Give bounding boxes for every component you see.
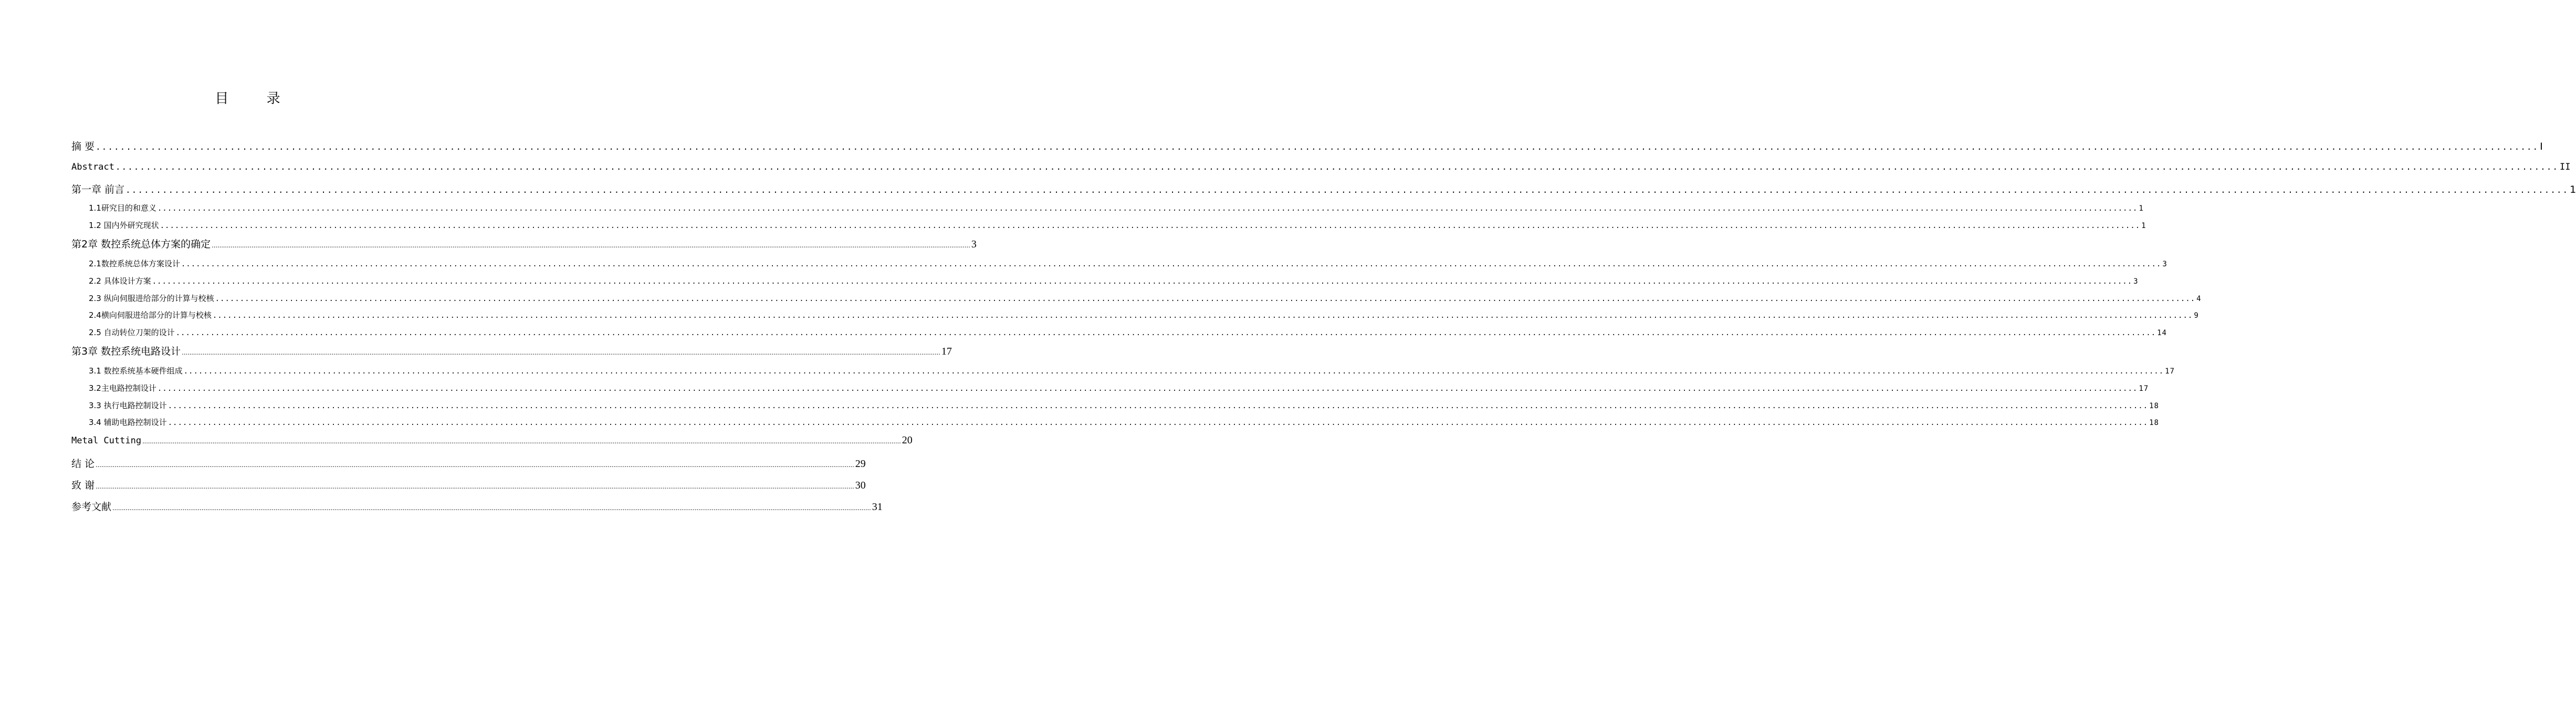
dot-leader: ................................................................................................................................................................................................................................................................................................................................................................................................................ [183,367,2164,376]
dot-leader: ................................................................................................................................................................................................................................................................................................................................................................................................................ [157,204,2138,213]
dot-leader: ................................................................................................................................................................................................................................................................................................................................................................................................................ [181,260,2162,268]
dot-leader: ................................................................................................................................................................................................................................................................................................................................................................................................................ [115,162,2559,172]
toc-entry-page: 1 [2570,184,2576,195]
toc-entry-page: 9 [2194,312,2199,320]
toc-entry-page: 29 [855,458,866,470]
toc-entry-label: 参考文献 [71,501,112,513]
toc-entry-label: 致 谢 [71,480,95,491]
toc-entry[interactable] [71,456,866,470]
dot-leader: ................................................................................................................................................................................................................................................................................................................................................................................................................ [212,312,2193,320]
toc-entry[interactable] [71,275,2139,286]
toc-entry[interactable] [71,400,2159,411]
toc-entry-page: 4 [2196,295,2202,303]
toc-entry[interactable] [71,365,2175,376]
toc-entry-label: 第2章 数控系统总体方案的确定 [71,238,211,250]
toc-entry[interactable] [71,434,913,447]
toc-entry-page: 1 [2139,204,2144,213]
toc-entry-page: 18 [2149,402,2159,410]
toc-entry[interactable] [71,344,952,358]
toc-entry-page: 20 [902,434,913,446]
dot-leader: ................................................................................................................................................................................................................................................................................................................................................................................................................ [112,504,871,512]
toc-entry-label: 2.1数控系统总体方案设计 [89,259,180,268]
toc-entry-label: 2.5 自动转位刀架的设计 [89,328,175,337]
toc-entry[interactable] [71,293,2202,304]
toc-entry-page: 3 [971,238,977,250]
toc-entry-label: 1.2 国内外研究现状 [89,221,159,230]
toc-entry[interactable] [71,236,977,251]
toc-entry-label: 第一章 前言 [71,184,125,195]
toc-entry[interactable] [71,382,2149,393]
dot-leader: ................................................................................................................................................................................................................................................................................................................................................................................................................ [167,419,2149,427]
toc-entry-page: I [2540,141,2543,152]
toc-entry-label: 3.1 数控系统基本硬件组成 [89,366,183,376]
toc-entry-label: Metal Cutting [71,435,142,446]
toc-entry[interactable] [71,477,866,492]
dot-leader: ................................................................................................................................................................................................................................................................................................................................................................................................................ [96,142,2539,152]
toc-entry-page: 18 [2149,419,2159,427]
toc-entry-label: 3.3 执行电路控制设计 [89,401,167,410]
toc-entry-page: 31 [872,501,883,513]
toc-entry-page: 3 [2133,277,2139,286]
toc-entry-page: 30 [855,480,866,491]
toc-entry-page: 1 [2141,222,2146,230]
dot-leader: ................................................................................................................................................................................................................................................................................................................................................................................................................ [212,241,970,249]
toc-entry[interactable] [71,327,2167,338]
toc-entry[interactable] [71,499,883,513]
dot-leader: ................................................................................................................................................................................................................................................................................................................................................................................................................ [142,437,901,445]
dot-leader: ................................................................................................................................................................................................................................................................................................................................................................................................................ [175,329,2156,337]
dot-leader: ................................................................................................................................................................................................................................................................................................................................................................................................................ [157,385,2138,393]
toc-entry-page: II [2560,162,2571,172]
toc-entry-label: 2.3 纵向伺服进给部分的计算与校核 [89,294,214,303]
dot-leader: ................................................................................................................................................................................................................................................................................................................................................................................................................ [152,277,2133,286]
toc-entry[interactable] [71,258,2167,269]
toc-entry-page: 14 [2157,329,2167,337]
dot-leader: ................................................................................................................................................................................................................................................................................................................................................................................................................ [167,402,2149,410]
toc-entry-label: 摘 要 [71,141,95,152]
dot-leader: ................................................................................................................................................................................................................................................................................................................................................................................................................ [160,222,2141,230]
toc-entry[interactable] [71,182,2576,196]
toc-entry-page: 17 [941,346,952,357]
toc-entry-label: 1.1研究目的和意义 [89,203,156,213]
toc-entry-label: 3.4 辅助电路控制设计 [89,418,167,427]
toc-entry-label: Abstract [71,162,114,172]
toc-entry-label: 第3章 数控系统电路设计 [71,346,181,357]
toc-entry-page: 3 [2162,260,2167,268]
dot-leader: ................................................................................................................................................................................................................................................................................................................................................................................................................ [125,185,2569,195]
page-title: 目 录 [215,91,297,107]
toc-entry-page: 17 [2165,367,2175,376]
toc-entry[interactable] [71,309,2199,320]
dot-leader: ................................................................................................................................................................................................................................................................................................................................................................................................................ [96,461,854,469]
toc-entry-label: 2.2 具体设计方案 [89,276,151,286]
toc-entry-label: 3.2主电路控制设计 [89,383,156,393]
toc-entry[interactable] [71,162,2571,172]
dot-leader: ................................................................................................................................................................................................................................................................................................................................................................................................................ [96,482,854,490]
toc-entry[interactable] [71,139,2543,153]
dot-leader: ................................................................................................................................................................................................................................................................................................................................................................................................................ [182,348,940,356]
toc-entry-label: 结 论 [71,458,95,470]
dot-leader: ................................................................................................................................................................................................................................................................................................................................................................................................................ [215,295,2196,303]
toc-entry[interactable] [71,220,2146,231]
toc-entry[interactable] [71,202,2144,213]
toc-entry-label: 2.4横向伺服进给部分的计算与校核 [89,310,212,320]
toc-entry[interactable] [71,417,2159,428]
toc-entry-page: 17 [2139,385,2149,393]
